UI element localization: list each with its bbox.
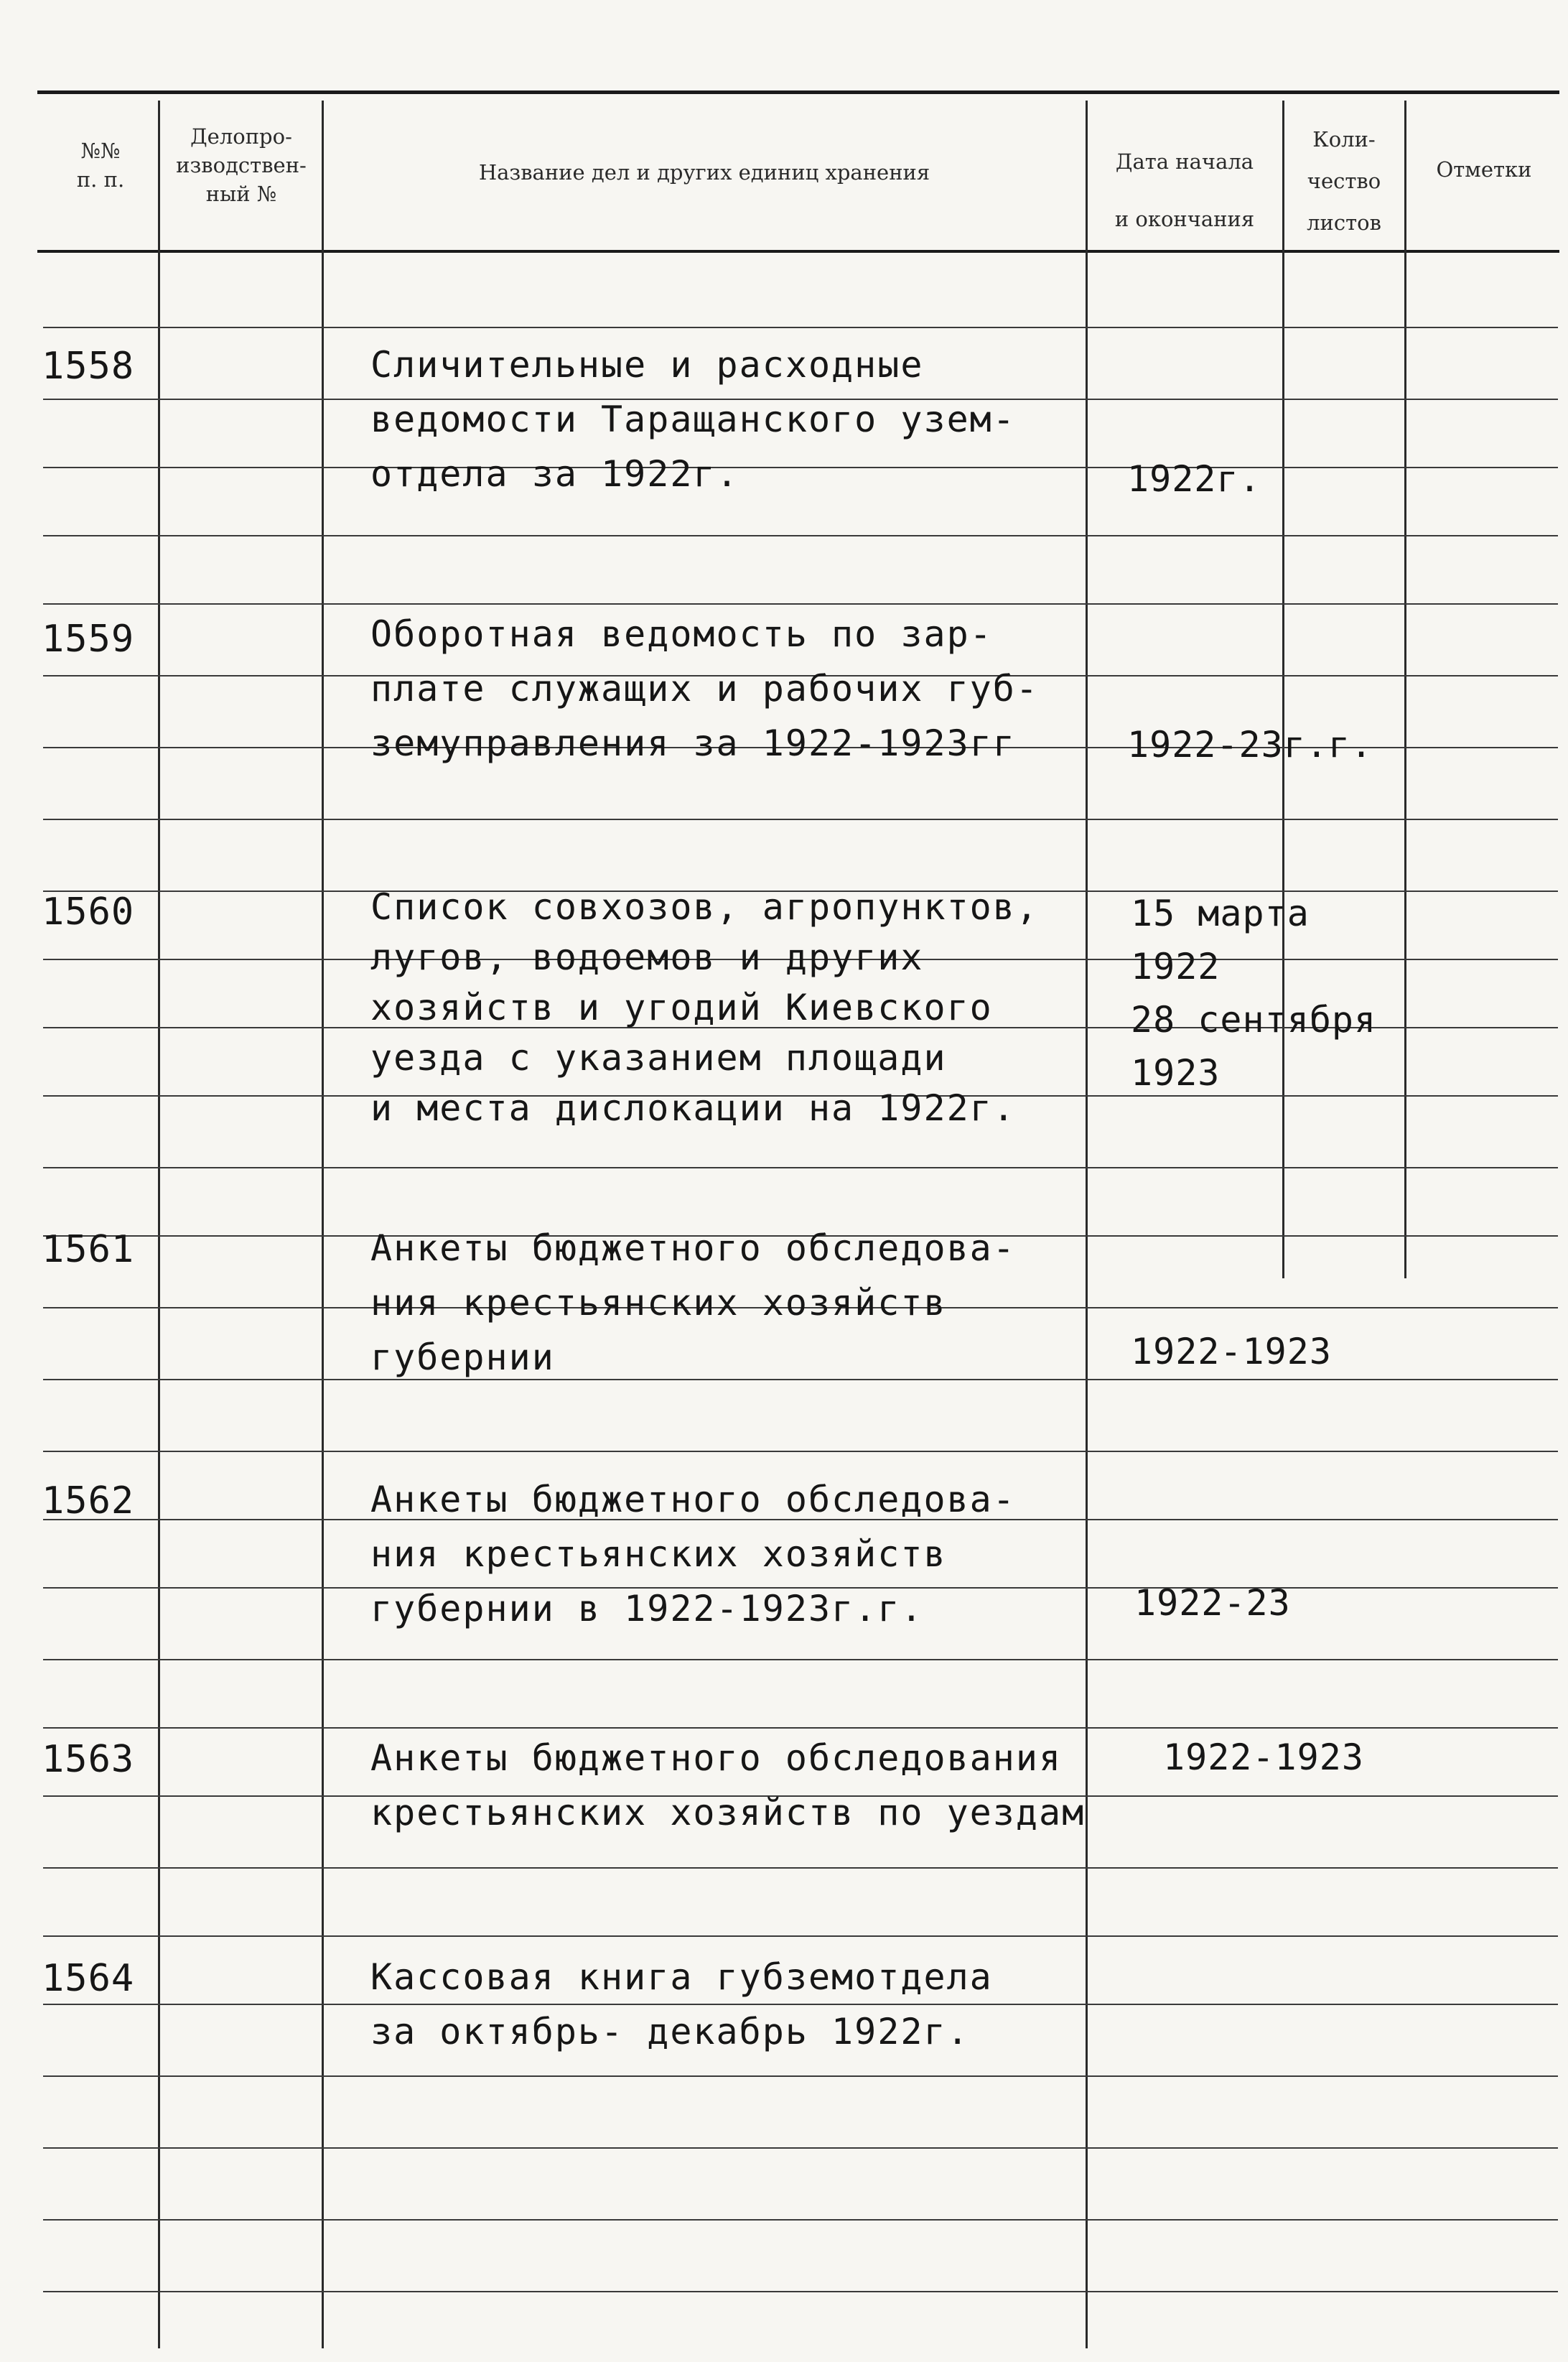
ruled-line bbox=[43, 2147, 1558, 2149]
row-title: Анкеты бюджетного обследования крестьянских хозяйств по уездам bbox=[370, 1737, 1086, 1833]
row-number: 1558 bbox=[42, 345, 135, 388]
header-office-number: Делопро- изводствен- ный № bbox=[176, 124, 307, 206]
row-number: 1561 bbox=[42, 1228, 135, 1271]
ruled-line bbox=[43, 1727, 1558, 1729]
ruled-line bbox=[43, 819, 1558, 820]
header-title: Название дел и других единиц хранения bbox=[478, 160, 930, 185]
ruled-line bbox=[43, 1167, 1558, 1168]
row-title: Анкеты бюджетного обследова- ния крестьянских хозяйств губернии bbox=[370, 1227, 1016, 1378]
ruled-line bbox=[43, 1659, 1558, 1660]
row-number: 1563 bbox=[42, 1738, 135, 1781]
row-dates: 15 марта 1922 28 сентября 1923 bbox=[1131, 893, 1377, 1094]
row-number: 1560 bbox=[42, 891, 135, 934]
header-dates: Дата начала и окончания bbox=[1114, 149, 1255, 231]
column-divider bbox=[1282, 101, 1284, 1278]
row-dates: 1922-23 bbox=[1134, 1582, 1291, 1624]
top-rule bbox=[37, 90, 1559, 94]
row-dates: 1922-1923 bbox=[1163, 1736, 1364, 1778]
ruled-line bbox=[43, 603, 1558, 605]
header-bottom-rule bbox=[37, 250, 1559, 253]
row-number: 1562 bbox=[42, 1479, 135, 1522]
row-dates: 1922г. bbox=[1127, 458, 1261, 500]
column-divider bbox=[322, 101, 324, 2348]
ruled-line bbox=[43, 1451, 1558, 1452]
header-sheets: Коли- чество листов bbox=[1307, 127, 1381, 235]
ruled-line bbox=[43, 1867, 1558, 1869]
header-notes: Отметки bbox=[1436, 157, 1532, 182]
ruled-line bbox=[43, 2219, 1558, 2221]
row-number: 1564 bbox=[42, 1957, 135, 2000]
column-divider bbox=[1404, 101, 1406, 1278]
row-title: Анкеты бюджетного обследова- ния крестьянских хозяйств губернии в 1922-1923г.г. bbox=[370, 1479, 1016, 1629]
row-title: Кассовая книга губземотдела за октябрь- декабрь 1922г. bbox=[370, 1956, 993, 2052]
ruled-line bbox=[43, 535, 1558, 536]
column-divider bbox=[158, 101, 160, 2348]
row-dates: 1922-23г.г. bbox=[1127, 724, 1373, 766]
ruled-line bbox=[43, 2075, 1558, 2077]
row-dates: 1922-1923 bbox=[1131, 1331, 1332, 1372]
row-title: Список совхозов, агропунктов, лугов, водоемов и других хозяйств и угодий Киевского уезда с указанием площади и места дислокации на 1922г. bbox=[370, 886, 1039, 1129]
row-title: Сличительные и расходные ведомости Таращанского узем- отдела за 1922г. bbox=[370, 344, 1016, 495]
header-number: №№ п. п. bbox=[76, 139, 125, 192]
ruled-line bbox=[43, 2291, 1558, 2292]
ruled-line bbox=[43, 1935, 1558, 1937]
ruled-line bbox=[43, 327, 1558, 328]
row-number: 1559 bbox=[42, 618, 135, 661]
row-title: Оборотная ведомость по зар- плате служащих и рабочих губ- земуправления за 1922-1923гг bbox=[370, 613, 1039, 764]
